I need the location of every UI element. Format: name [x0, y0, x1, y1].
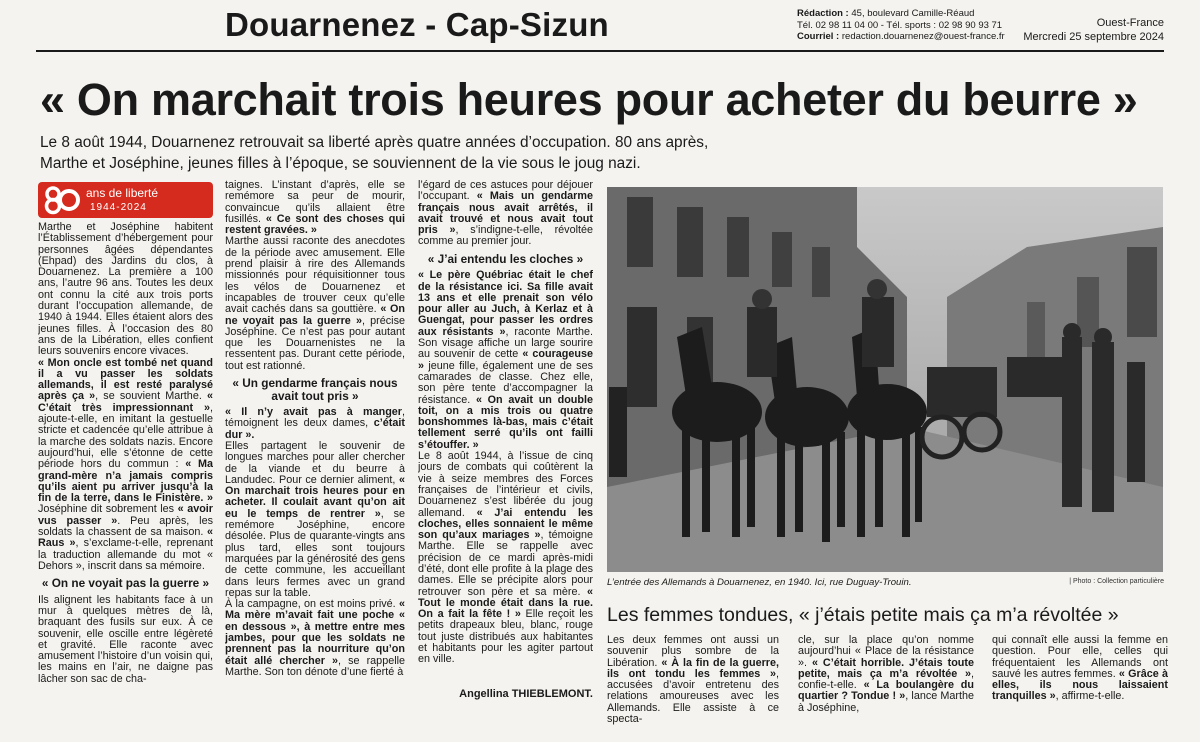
- article-column-3: [418, 180, 593, 670]
- eighty-logo-icon: [44, 185, 80, 215]
- article-column-1: [38, 222, 213, 722]
- courriel-line: [797, 31, 1017, 43]
- courriel-label: Courriel :: [797, 31, 840, 42]
- redaction-address: 45, boulevard Camille-Réaud: [848, 8, 975, 19]
- sidebar-column-1: Les deux femmes ont aussi un souvenir plus sombre de la Libération. « À la fin de la guerre, ils ont tondu les femmes », accusées d’avoir entretenu des relations amoureuses avec les Allemands. Elle assiste à ce specta-: [607, 635, 779, 726]
- section-title: Douarnenez - Cap-Sizun: [225, 6, 609, 43]
- badge-title: ans de liberté: [86, 186, 159, 200]
- paragraph: Marthe aussi raconte des anecdotes de la période avec amusement. Elle prend plaisir à rire des Allemands missionnés pour réquisitionner tous les vélos de Douarnenez et incapables de trouver ceux qu’elle avait cachés dans sa gouttière. « On ne voyait pas la guerre », précise Joséphine. Ce n’est pas pour autant que les Douarnenistes ne la ressentent pas. Durant cette période, tout est rationné.: [225, 235, 405, 372]
- sidebar-title: Les femmes tondues, « j’étais petite mais ça m’a révoltée »: [607, 604, 1119, 626]
- issue-date: Mercredi 25 septembre 2024: [1023, 31, 1164, 43]
- masthead-rule: [36, 50, 1164, 52]
- badge-years: 1944-2024: [90, 202, 147, 213]
- sidebar-column-2: cle, sur la place qu’on nomme aujourd’hui « Place de la résistance ». « C’était horrible. J’étais toute petite, mais ça m’a révoltée », confie-t-elle. « La boulangère du quartier ? Tondue ! », lance Marthe à Joséphine,: [798, 635, 974, 714]
- headline: « On marchait trois heures pour acheter du beurre »: [40, 74, 1138, 125]
- redaction-line: [797, 8, 1017, 20]
- subheading: « J’ai entendu les cloches »: [427, 251, 584, 266]
- paragraph: « Mon oncle est tombé net quand il a vu passer les soldats allemands, il est resté paralysé après ça », se souvient Marthe. « C’était très impressionnant », ajoute-t-elle, en imitant la gestuelle stricte et cadencée qu’elle attribue à la marche des soldats nazis. Encore aujourd’hui, elle s’étonne de cette période hors du commun : « Ma grand-mère n’a jamais compris qu’ils aient pu arriver jusqu’à la fin de la terre, dans le Finistère. » Joséphine dit sobrement les « avoir vus passer ». Peu après, les soldats la chassent de sa maison. « Raus », s’exclame-t-elle, reprenant la traduction allemande du mot « Dehors », inscrit dans sa mémoire.: [38, 356, 213, 572]
- contact-block: [797, 8, 1017, 43]
- sidebar-column-3: qui connaît elle aussi la femme en question. Pour elle, celles qui fréquentaient les Allemands ont sauvé les autres femmes. « Grâce à elles, ils nous laissaient tranquilles », affirme-t-elle.: [992, 635, 1168, 703]
- byline: Angellina THIEBLEMONT.: [459, 688, 593, 700]
- paragraph: Le 8 août 1944, à l’issue de cinq jours de combats qui coûtèrent la vie à seize membres des Forces françaises de l’intérieur et civils, Douarnenez s’est libérée du joug allemand. « J’ai entendu les cloches, elles sonnaient le même son qu’aux mariages », témoigne Marthe. Elle se rappelle avec précision de ce mardi après-midi d’été, dont elle profite à la plage des dames. Elle se précipite alors pour retrouver son père et sa mère. « Tout le monde était dans la rue. On a fait la fête ! » Elle reçoit les petits drapeaux bleu, blanc, rouge tout juste distribués aux habitantes et habitants pour les agiter partout en ville.: [418, 450, 593, 666]
- paragraph: l’égard de ces astuces pour déjouer l’occupant. « Mais un gendarme français nous avait arrêtés, il avait trouvé et nous avait tout pris », s’indigne-t-elle, révoltée comme au premier jour.: [418, 180, 593, 248]
- paragraph: À la campagne, on est moins privé. « Ma mère m’avait fait une poche « en dessous », à mettre entre mes jambes, pour que les soldats ne prennent pas la nourriture qu’on était allé chercher », se rappelle Marthe. Son ton dénote d’une fierté à: [225, 598, 405, 678]
- subheading: « On ne voyait pas la guerre »: [41, 576, 210, 591]
- phone-line: Tél. 02 98 11 04 00 - Tél. sports : 02 98 90 93 71: [797, 19, 1003, 31]
- newspaper-name: Ouest-France: [1096, 17, 1164, 29]
- redaction-label: Rédaction :: [797, 8, 849, 19]
- photo-credit: | Photo : Collection particulière: [1069, 578, 1164, 585]
- chapeau: [40, 132, 760, 174]
- paragraph: « Le père Québriac était le chef de la résistance ici. Sa fille avait 13 ans et elle prenait son vélo pour aller au Juch, à Kerlaz et à Guengat, pour passer les ordres aux résistants », raconte Marthe. Son visage affiche un large sourire au souvenir de cette « courageuse » jeune fille, également une de ses camarades de classe. Chez elle, son père tente d’accompagner la résistance. « On avait un double toit, on a mis trois ou quatre bonshommes là-bas, mais c’était tellement serré qu’ils ont failli s’étouffer. »: [418, 269, 593, 451]
- liberation-badge: [38, 182, 213, 218]
- courriel-value: redaction.douarnenez@ouest-france.fr: [839, 31, 1005, 42]
- subheading: « Un gendarme français nous avait tout pris »: [232, 376, 398, 403]
- article-column-2: [225, 180, 405, 710]
- chapeau-line-2: Marthe et Joséphine, jeunes filles à l’époque, se souviennent de la vie sous le joug nazi.: [40, 155, 641, 172]
- paragraph: Marthe et Joséphine habitent l’Établissement d’hébergement pour personnes âgées dépendantes (Ehpad) des Jardins du clos, à Douarnenez. La première a 100 ans, l’autre 96 ans. Toutes les deux ont connu la cité aux trois ports durant l’occupation allemande, de 1940 à 1944. Elles étaient alors des jeunes filles. À l’occasion des 80 ans de la Libération, elles confient leurs souvenirs encore vivaces.: [38, 222, 213, 358]
- paragraph: « Il n’y avait pas à manger, témoignent les deux dames, c’était dur ».: [225, 406, 405, 441]
- article-photo: [607, 187, 1163, 572]
- photo-caption: L’entrée des Allemands à Douarnenez, en 1940. Ici, rue Duguay-Trouin.: [607, 577, 912, 588]
- brand-block: [1023, 16, 1164, 44]
- paragraph: Ils alignent les habitants face à un mur à quelques mètres de là, braquant des fusils sur eux. À ce souvenir, elle oscille entre légèreté et gravité. Elle raconte avec amusement l’histoire d’un voisin qui, les mains en l’air, ne daigne pas lâcher son sac de cha-: [38, 593, 213, 685]
- paragraph: taignes. L’instant d’après, elle se remémore sa peur de mourir, convaincue qu’ils allaient être fusillés. « Ce sont des choses qui restent gravées. »: [225, 180, 405, 237]
- chapeau-line-1: Le 8 août 1944, Douarnenez retrouvait sa liberté après quatre années d’occupation. 80 ans après,: [40, 134, 709, 151]
- historical-street-photo: [607, 187, 1163, 572]
- paragraph: Elles partagent le souvenir de longues marches pour aller chercher de la viande et du beurre à Landudec. Pour ce dernier aliment, « On marchait trois heures pour en acheter. Il coulait avant qu’on ait eu le temps de rentrer », se remémore Joséphine, encore désolée. Plus de quarante-vingts ans plus tard, elles sont toujours marquées par la générosité des gens de cette commune, les accueillant dans leurs fermes avec un grand repas sur la table.: [225, 439, 405, 599]
